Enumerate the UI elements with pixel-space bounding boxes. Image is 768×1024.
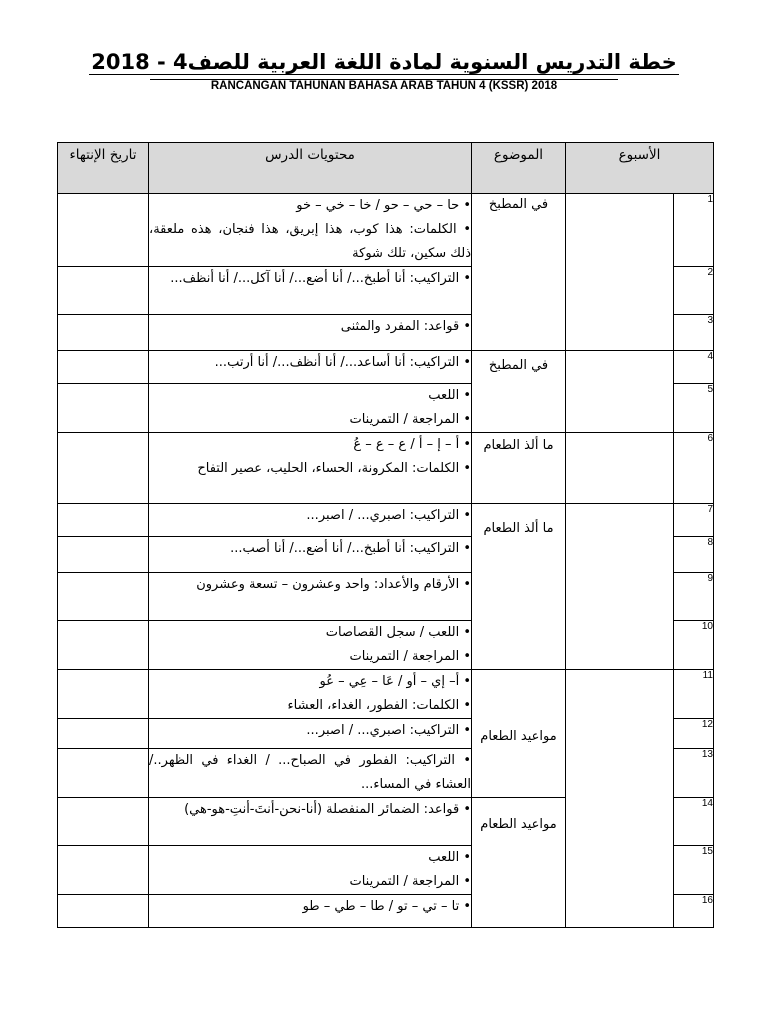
- content-cell: [149, 315, 472, 351]
- topic-cell: [472, 194, 566, 351]
- week-number: 10: [674, 621, 714, 670]
- week-blank-cell: [566, 194, 674, 351]
- topic-text: مواعيد الطعام: [480, 728, 557, 744]
- content-cell: [149, 670, 472, 719]
- content-line: • أ– إي – أو / عَا – عِي – عُو: [319, 674, 471, 689]
- content-cell: [149, 384, 472, 433]
- content-line: • التراكيب: اصبري... / اصبر...: [306, 723, 471, 738]
- week-number: 15: [674, 846, 714, 895]
- content-cell: [149, 351, 472, 384]
- content-line: • التراكيب: أنا أطبخ.../ أنا أضع.../ أنا آكل.../ أنا أنظف...: [170, 271, 471, 286]
- content-line: • التراكيب: أنا أطبخ.../ أنا أضع.../ أنا أصب...: [230, 541, 471, 556]
- header-end-date: تاريخ الإنتهاء: [58, 143, 149, 194]
- table-row: [58, 194, 714, 267]
- content-line: • المراجعة / التمرينات: [349, 649, 471, 664]
- topic-cell: [472, 670, 566, 798]
- week-number: 14: [674, 798, 714, 846]
- topic-text: في المطبخ: [488, 197, 549, 212]
- table-row: [58, 670, 714, 719]
- topic-cell: [472, 798, 566, 928]
- end-date-cell: [58, 315, 149, 351]
- content-line: • اللعب: [428, 388, 471, 403]
- topic-text: في المطبخ: [488, 358, 549, 373]
- lesson-plan-table: [57, 142, 714, 928]
- content-cell: [149, 895, 472, 928]
- week-number: 3: [674, 315, 714, 351]
- week-number: 4: [674, 351, 714, 384]
- week-number: 1: [674, 194, 714, 267]
- content-cell: [149, 573, 472, 621]
- content-cell: [149, 846, 472, 895]
- end-date-cell: [58, 749, 149, 798]
- content-cell: [149, 749, 472, 798]
- end-date-cell: [58, 351, 149, 384]
- header-topic: الموضوع: [472, 143, 566, 194]
- content-cell: [149, 504, 472, 537]
- topic-text: مواعيد الطعام: [480, 817, 557, 832]
- content-cell: [149, 719, 472, 749]
- week-number: 7: [674, 504, 714, 537]
- end-date-cell: [58, 384, 149, 433]
- content-line: • قواعد: المفرد والمثنى: [340, 319, 471, 334]
- content-line: • الكلمات: الفطور، الغداء، العشاء: [287, 698, 471, 713]
- end-date-cell: [58, 504, 149, 537]
- table-row: [58, 351, 714, 384]
- content-line: • المراجعة / التمرينات: [349, 412, 471, 427]
- end-date-cell: [58, 895, 149, 928]
- end-date-cell: [58, 433, 149, 504]
- end-date-cell: [58, 798, 149, 846]
- week-number: 13: [674, 749, 714, 798]
- title-text: خطة التدريس السنوية لمادة اللغة العربية للصف4 - 2018: [91, 50, 677, 74]
- week-number: 8: [674, 537, 714, 573]
- table-row: [58, 504, 714, 537]
- content-line: • اللعب / سجل القصاصات: [325, 625, 471, 640]
- topic-cell: [472, 351, 566, 433]
- content-cell: [149, 537, 472, 573]
- content-line: • أ – إ – أ / ع – ع – عُ: [353, 437, 471, 452]
- content-cell: [149, 267, 472, 315]
- week-blank-cell: [566, 670, 674, 928]
- week-number: 2: [674, 267, 714, 315]
- week-number: 16: [674, 895, 714, 928]
- header-contents: محتويات الدرس: [149, 143, 472, 194]
- week-blank-cell: [566, 504, 674, 670]
- document-title: [0, 50, 768, 74]
- week-blank-cell: [566, 433, 674, 504]
- week-number: 5: [674, 384, 714, 433]
- document-subtitle: RANCANGAN TAHUNAN BAHASA ARAB TAHUN 4 (KSSR) 2018: [210, 80, 558, 92]
- content-line: • قواعد: الضمائر المنفصلة (أنا-نحن-أنتَ-أنتِ-هو-هي): [184, 802, 471, 817]
- end-date-cell: [58, 621, 149, 670]
- content-line: • المراجعة / التمرينات: [349, 874, 471, 889]
- content-line: • التراكيب: أنا أساعد.../ أنا أنظف.../ أنا أرتب...: [214, 355, 471, 370]
- content-line: • الكلمات: المكرونة، الحساء، الحليب، عصير التفاح: [197, 461, 471, 476]
- end-date-cell: [58, 537, 149, 573]
- week-number: 12: [674, 719, 714, 749]
- content-cell: [149, 194, 472, 267]
- content-cell: [149, 621, 472, 670]
- topic-cell: [472, 504, 566, 670]
- end-date-cell: [58, 194, 149, 267]
- table-header-row: [58, 143, 714, 194]
- end-date-cell: [58, 719, 149, 749]
- week-blank-cell: [566, 351, 674, 433]
- content-line: • التراكيب: الفطور في الصباح... / الغداء في الظهر../ العشاء في المساء...: [149, 753, 471, 792]
- end-date-cell: [58, 670, 149, 719]
- content-line: • التراكيب: اصبري... / اصبر...: [306, 508, 471, 523]
- content-line: • الكلمات: هذا كوب، هذا إبريق، هذا فنجان، هذه ملعقة، ذلك سكين، تلك شوكة: [149, 222, 471, 261]
- end-date-cell: [58, 267, 149, 315]
- end-date-cell: [58, 573, 149, 621]
- topic-cell: [472, 433, 566, 504]
- header-week: الأسبوع: [566, 143, 714, 194]
- content-line: • الأرقام والأعداد: واحد وعشرون – تسعة وعشرون: [196, 577, 471, 592]
- topic-text: ما ألذ الطعام: [483, 521, 554, 536]
- content-line: • تا – تي – تو / طا – طي – طو: [302, 899, 471, 914]
- week-number: 6: [674, 433, 714, 504]
- table-row: [58, 433, 714, 504]
- content-line: • اللعب: [428, 850, 471, 865]
- week-number: 9: [674, 573, 714, 621]
- topic-text: ما ألذ الطعام: [483, 438, 554, 453]
- end-date-cell: [58, 846, 149, 895]
- week-number: 11: [674, 670, 714, 719]
- content-line: • حا – حي – حو / خا – خي – خو: [296, 198, 471, 213]
- content-cell: [149, 433, 472, 504]
- content-cell: [149, 798, 472, 846]
